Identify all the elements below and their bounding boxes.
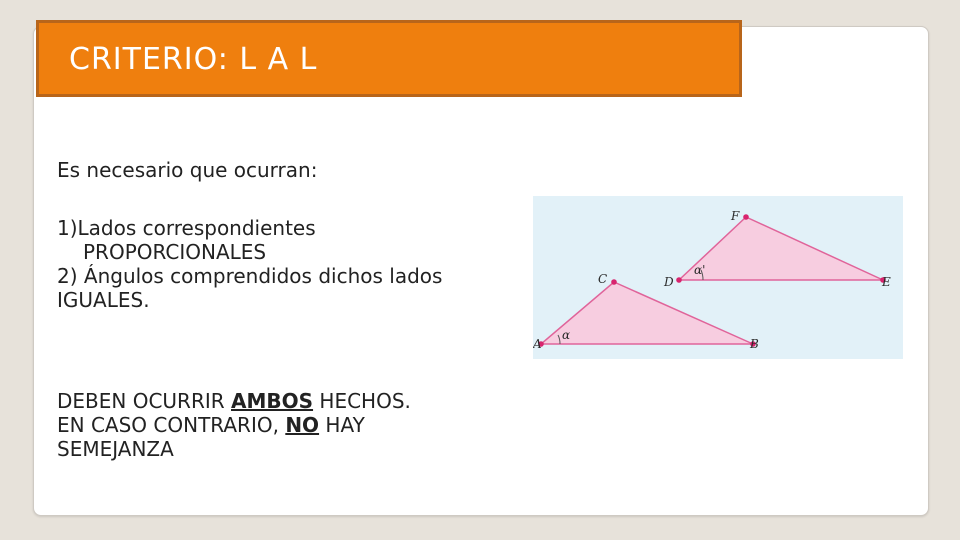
point-c (611, 279, 617, 285)
conclusion-1-pre: DEBEN OCURRIR (57, 389, 232, 413)
label-b: B (750, 337, 759, 351)
angle-alpha-label: α (562, 328, 571, 342)
point-f (743, 214, 749, 220)
similar-triangles-figure (533, 196, 903, 359)
label-a: A (533, 337, 542, 351)
conditions-list (57, 216, 442, 312)
conclusion-line-1 (57, 389, 411, 413)
triangle-def (679, 217, 883, 280)
slide-title: CRITERIO: L A L (69, 42, 318, 77)
conclusion-2-pre: EN CASO CONTRARIO, (57, 413, 286, 437)
condition-1-line: 1)Lados correspondientes (57, 216, 316, 240)
triangle-abc (541, 282, 753, 344)
triangles-diagram (533, 196, 903, 359)
conclusion-2-post: HAY (319, 413, 365, 437)
condition-2-line: 2) Ángulos comprendidos dichos lados (57, 264, 443, 288)
ambos-emphasis: AMBOS (231, 389, 314, 413)
label-d: D (664, 275, 674, 289)
angle-alpha-prime-label: α' (694, 263, 706, 277)
conclusion-text (57, 389, 411, 461)
label-f: F (731, 209, 740, 223)
label-c: C (598, 272, 608, 286)
condition-2-emphasis: IGUALES. (57, 288, 150, 312)
title-banner (36, 20, 742, 97)
intro-line: Es necesario que ocurran: (57, 158, 318, 182)
condition-1-emphasis: PROPORCIONALES (83, 240, 267, 264)
conclusion-line-2 (57, 413, 411, 437)
intro-text (57, 158, 317, 182)
point-d (676, 277, 682, 283)
label-e: E (882, 275, 891, 289)
conclusion-1-post: HECHOS. (313, 389, 411, 413)
no-emphasis: NO (285, 413, 320, 437)
conclusion-line-3: SEMEJANZA (57, 437, 174, 461)
